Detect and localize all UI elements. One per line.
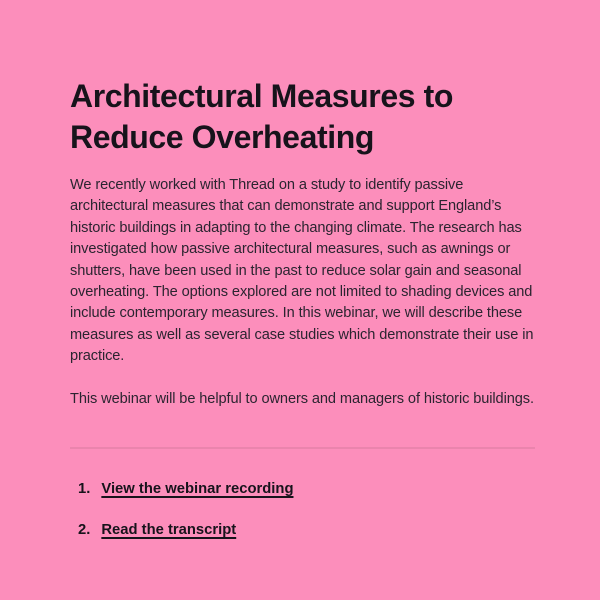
resource-list bbox=[70, 480, 535, 540]
list-number: 1. bbox=[78, 481, 91, 498]
intro-paragraph: We recently worked with Thread on a study to identify passive architectural measures that can demonstrate and support England’s historic buildings in adapting to the changing climate. The research has investigated how passive architectural measures, such as awnings or shutters, have been used in the past to reduce solar gain and seasonal overheating. The options explored are not limited to shading devices and include contemporary measures. In this webinar, we will describe these measures as well as several case studies which demonstrate their use in practice. bbox=[70, 177, 534, 365]
list-item-transcript bbox=[70, 521, 535, 540]
divider bbox=[70, 447, 535, 449]
transcript-link[interactable]: Read the transcript bbox=[101, 522, 237, 539]
list-number: 2. bbox=[78, 522, 91, 539]
audience-paragraph: This webinar will be helpful to owners and managers of historic buildings. bbox=[70, 390, 534, 407]
webinar-recording-link[interactable]: View the webinar recording bbox=[101, 481, 294, 498]
list-item-webinar-recording bbox=[70, 480, 535, 499]
page-title: Architectural Measures to Reduce Overheating bbox=[70, 78, 454, 155]
